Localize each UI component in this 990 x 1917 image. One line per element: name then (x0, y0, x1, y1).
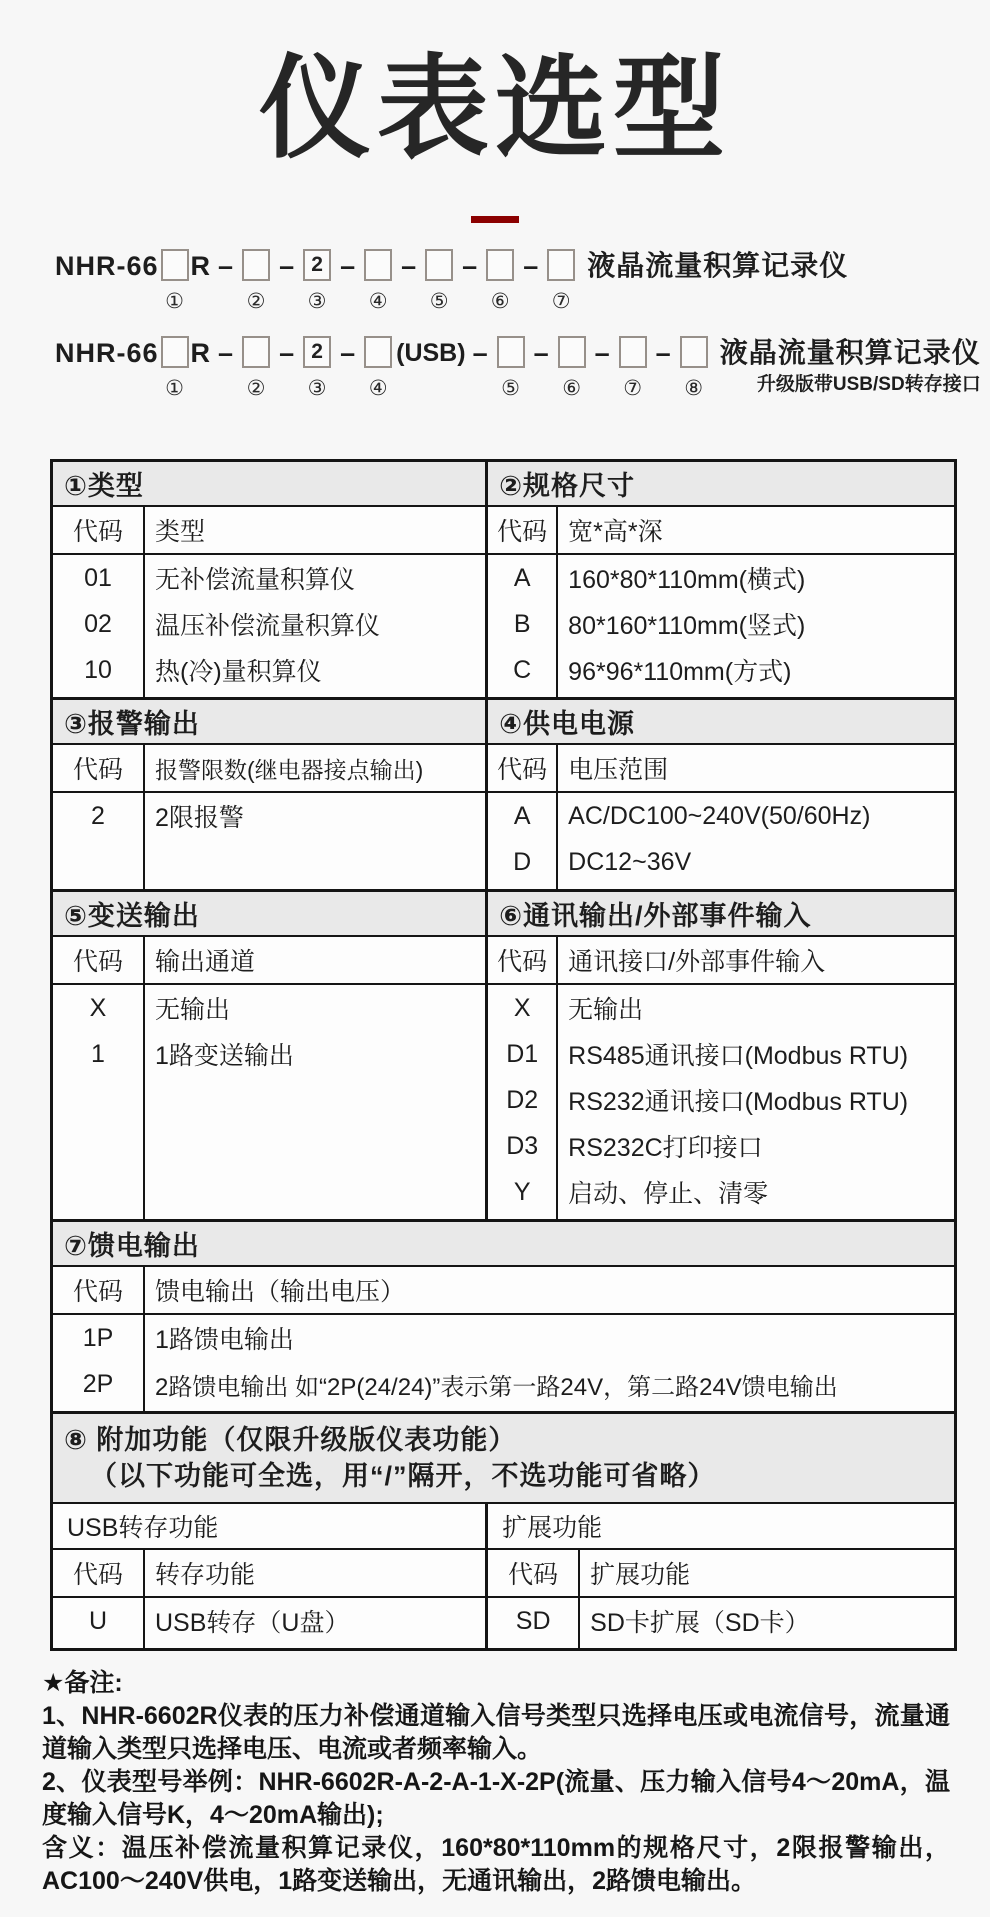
code-cell: X (488, 985, 558, 1031)
section-header (488, 745, 954, 793)
section-title: ⑥通讯输出/外部事件输入 (488, 892, 954, 937)
code-box (242, 249, 270, 281)
model-line-standard (55, 249, 990, 314)
page-title: 仪表选型 (259, 46, 731, 171)
code-cell: U (53, 1598, 145, 1644)
code-box (619, 336, 647, 368)
code-cell: 1 (53, 1031, 145, 1077)
note-line: 1、NHR-6602R仪表的压力补偿通道输入信号类型只选择电压或电流信号，流量通道输入类型只选择电压、电流或者频率输入。 (42, 1702, 950, 1763)
subsection-title: 扩展功能 (488, 1504, 954, 1550)
code-slot-3 (303, 249, 331, 314)
filler-row (53, 693, 485, 697)
code-slot-3 (303, 336, 331, 401)
notes-title: ★备注: (42, 1669, 123, 1697)
code-header-cell: 代码 (53, 937, 145, 983)
desc-cell: 2路馈电输出 如“2P(24/24)”表示第一路24V，第二路24V馈电输出 (155, 1373, 838, 1401)
code-box-fixed: 2 (303, 336, 331, 368)
model-letter-r: R (190, 251, 212, 281)
dash: – (340, 251, 356, 281)
section-body (53, 985, 485, 1219)
slot-label: ② (246, 290, 266, 313)
section-type (53, 462, 488, 697)
table-row (53, 601, 485, 647)
code-box (680, 336, 708, 368)
desc-header-cell: 转存功能 (155, 1561, 256, 1589)
notes-section (42, 1667, 950, 1898)
desc-header-cell: 电压范围 (568, 756, 669, 784)
code-box-fixed: 2 (303, 249, 331, 281)
desc-cell: 80*160*110mm(竖式) (568, 612, 806, 640)
filler-row (53, 1077, 485, 1219)
table-row (488, 1031, 954, 1077)
section-transmit-output (53, 892, 488, 1219)
selection-table (50, 459, 957, 1651)
table-row-sections-1-2 (53, 462, 954, 697)
filler-row (53, 839, 485, 889)
desc-cell (145, 1407, 954, 1411)
code-box (558, 336, 586, 368)
desc-header-cell: 扩展功能 (590, 1561, 691, 1589)
section-header (488, 1550, 954, 1598)
section-body (488, 985, 954, 1219)
section-body (488, 555, 954, 697)
table-row (53, 1315, 954, 1361)
dash: – (533, 338, 549, 368)
code-cell (53, 693, 145, 697)
model-product-name: 液晶流量积算记录仪 (587, 250, 849, 281)
section-header (53, 507, 485, 555)
dash: – (472, 338, 488, 368)
code-box (497, 336, 525, 368)
code-slot-8 (680, 336, 708, 401)
code-slot-6 (558, 336, 586, 401)
section-communication (488, 892, 954, 1219)
code-slot-7 (619, 336, 647, 401)
slot-label: ③ (307, 377, 327, 400)
slot-label: ⑧ (684, 377, 704, 400)
code-box (161, 336, 189, 368)
table-row (53, 793, 485, 839)
model-letter-r: R (190, 338, 212, 368)
table-row (53, 1598, 485, 1644)
usb-suffix-text: (USB) (396, 339, 466, 367)
dash: – (655, 338, 671, 368)
section-header (53, 745, 485, 793)
note-line: 含义：温压补偿流量积算记录仪，160*80*110mm的规格尺寸，2限报警输出，AC100～240V供电，1路变送输出，无通讯输出，2路馈电输出。 (42, 1834, 950, 1895)
title-divider (471, 216, 519, 223)
dash: – (218, 338, 234, 368)
slot-label: ⑦ (623, 377, 643, 400)
desc-cell: AC/DC100~240V(50/60Hz) (568, 801, 871, 830)
table-row (53, 555, 485, 601)
code-slot-4 (364, 336, 392, 401)
section-body (53, 793, 485, 889)
table-row-section-7 (53, 1219, 954, 1411)
desc-header-cell: 通讯接口/外部事件输入 (568, 948, 826, 976)
section-title-line-2: （以下功能可全选，用“/”隔开，不选功能可省略） (90, 1461, 716, 1491)
slot-label: ⑤ (501, 377, 520, 400)
usb-transfer-subsection (53, 1504, 488, 1648)
model-suffix-wrap (587, 249, 848, 283)
desc-header-cell: 报警限数(继电器接点输出) (155, 756, 424, 783)
code-cell: D (488, 839, 558, 885)
filler-row (488, 885, 954, 889)
filler-row (488, 1215, 954, 1219)
table-row (488, 985, 954, 1031)
section-title (53, 1414, 954, 1504)
upgrade-note: 升级版带USB/SD转存接口 (756, 374, 981, 395)
table-row (488, 1169, 954, 1215)
desc-header-cell: 输出通道 (155, 948, 256, 976)
section-body (53, 1315, 954, 1411)
section-body (488, 1598, 954, 1648)
code-cell: D2 (488, 1077, 558, 1123)
code-slot-1 (161, 336, 189, 401)
desc-cell (145, 839, 485, 889)
code-cell (53, 839, 145, 889)
code-header-cell: 代码 (488, 1550, 580, 1596)
table-row-sections-5-6 (53, 889, 954, 1219)
code-cell (488, 885, 558, 889)
table-row (53, 1031, 485, 1077)
slot-label: ④ (368, 290, 388, 313)
section-title: ⑦馈电输出 (53, 1222, 954, 1267)
desc-cell: USB转存（U盘） (155, 1609, 350, 1637)
desc-cell: 无补偿流量积算仪 (155, 566, 356, 594)
table-row (488, 555, 954, 601)
code-slot-1 (161, 249, 189, 314)
filler-row (488, 1644, 954, 1648)
code-header-cell: 代码 (488, 745, 558, 791)
section-power-supply (488, 700, 954, 889)
slot-label: ⑥ (562, 377, 582, 400)
section-header (488, 937, 954, 985)
desc-cell (145, 1644, 485, 1648)
desc-cell (580, 1644, 954, 1648)
code-box (364, 336, 392, 368)
code-header-cell: 代码 (53, 1267, 145, 1313)
section-body (53, 555, 485, 697)
code-header-cell: 代码 (488, 507, 558, 553)
table-row (488, 1598, 954, 1644)
code-slot-5 (497, 336, 525, 401)
code-cell: 1P (53, 1315, 145, 1361)
code-cell (488, 1215, 558, 1219)
filler-row (488, 693, 954, 697)
code-cell (53, 1644, 145, 1648)
desc-header-cell: 馈电输出（输出电压） (155, 1278, 406, 1306)
table-row (53, 647, 485, 693)
code-header-cell: 代码 (488, 937, 558, 983)
desc-cell: 1路馈电输出 (155, 1326, 294, 1354)
desc-cell (558, 1215, 954, 1219)
desc-cell: 温压补偿流量积算仪 (155, 612, 381, 640)
table-row (488, 601, 954, 647)
desc-cell: RS485通讯接口(Modbus RTU) (568, 1042, 909, 1070)
table-row (488, 793, 954, 839)
section-additional-functions (53, 1414, 954, 1648)
section-body (488, 793, 954, 889)
code-cell: A (488, 555, 558, 601)
desc-cell: 96*96*110mm(方式) (568, 658, 792, 686)
dash: – (279, 338, 295, 368)
slot-label: ② (246, 377, 266, 400)
table-row-sections-3-4 (53, 697, 954, 889)
code-cell: 10 (53, 647, 145, 693)
table-row (488, 839, 954, 885)
model-prefix: NHR-66 (55, 338, 159, 368)
code-cell: C (488, 647, 558, 693)
section-title: ②规格尺寸 (488, 462, 954, 507)
desc-cell (558, 885, 954, 889)
code-header-cell: 代码 (53, 1550, 145, 1596)
desc-cell: DC12~36V (568, 847, 692, 876)
slot-label: ③ (307, 290, 327, 313)
code-slot-7 (547, 249, 575, 314)
model-suffix-wrap (720, 336, 981, 397)
table-row (488, 647, 954, 693)
code-header-cell: 代码 (53, 507, 145, 553)
code-slot-2 (242, 336, 270, 401)
desc-header-cell: 宽*高*深 (568, 518, 663, 546)
code-cell: D3 (488, 1123, 558, 1169)
code-cell (53, 1407, 145, 1411)
desc-cell (145, 1077, 485, 1219)
dash: – (523, 251, 539, 281)
filler-row (53, 1407, 954, 1411)
slot-label: ④ (368, 377, 388, 400)
desc-cell: 启动、停止、清零 (568, 1180, 769, 1208)
desc-cell: RS232C打印接口 (568, 1134, 763, 1162)
slot-label: ① (165, 377, 184, 400)
desc-cell: 160*80*110mm(横式) (568, 566, 806, 594)
code-slot-6 (486, 249, 514, 314)
code-slot-5 (425, 249, 453, 314)
dash: – (462, 251, 478, 281)
code-box (547, 249, 575, 281)
section-title: ④供电电源 (488, 700, 954, 745)
code-cell: A (488, 793, 558, 839)
dash: – (279, 251, 295, 281)
code-cell: D1 (488, 1031, 558, 1077)
table-row (53, 1361, 954, 1407)
table-row-section-8 (53, 1411, 954, 1648)
desc-cell: 2限报警 (155, 804, 244, 832)
table-row (488, 1077, 954, 1123)
table-row (488, 1123, 954, 1169)
note-line: 2、仪表型号举例：NHR-6602R-A-2-A-1-X-2P(流量、压力输入信号4～20mA，温度输入信号K，4～20mA输出); (42, 1768, 950, 1829)
code-cell (488, 1644, 580, 1648)
section-8-columns (53, 1504, 954, 1648)
section-title: ③报警输出 (53, 700, 485, 745)
code-cell: Y (488, 1169, 558, 1215)
section-dimensions (488, 462, 954, 697)
dash: – (340, 338, 356, 368)
desc-cell: 无输出 (568, 996, 644, 1024)
code-box (242, 336, 270, 368)
code-box (486, 249, 514, 281)
model-code-area (55, 249, 990, 401)
desc-cell: 热(冷)量积算仪 (155, 658, 322, 686)
section-title-line-1: ⑧ 附加功能（仅限升级版仪表功能） (64, 1425, 517, 1455)
section-header (53, 937, 485, 985)
code-box (161, 249, 189, 281)
model-product-name: 液晶流量积算记录仪 (719, 337, 981, 368)
code-slot-2 (242, 249, 270, 314)
code-box (364, 249, 392, 281)
dash: – (594, 338, 610, 368)
code-slot-4 (364, 249, 392, 314)
code-cell: X (53, 985, 145, 1031)
desc-cell: 1路变送输出 (155, 1042, 294, 1070)
dash: – (401, 251, 417, 281)
code-cell: 2 (53, 793, 145, 839)
slot-label: ⑤ (429, 290, 449, 313)
dash: – (218, 251, 234, 281)
desc-cell (145, 693, 485, 697)
desc-cell (558, 693, 954, 697)
desc-header-cell: 类型 (155, 518, 206, 546)
code-cell: 2P (53, 1361, 145, 1407)
code-cell: 02 (53, 601, 145, 647)
desc-cell: SD卡扩展（SD卡） (590, 1609, 810, 1637)
slot-label: ⑦ (551, 290, 571, 313)
code-cell: SD (488, 1598, 580, 1644)
code-cell: 01 (53, 555, 145, 601)
section-header (53, 1267, 954, 1315)
section-body (53, 1598, 485, 1648)
code-cell: B (488, 601, 558, 647)
desc-cell: 无输出 (155, 996, 231, 1024)
filler-row (53, 1644, 485, 1648)
model-prefix: NHR-66 (55, 251, 159, 281)
section-header (488, 507, 954, 555)
code-cell (488, 693, 558, 697)
code-box (425, 249, 453, 281)
section-feed-power (53, 1222, 954, 1411)
slot-label: ① (165, 290, 184, 313)
slot-label: ⑥ (490, 290, 510, 313)
code-header-cell: 代码 (53, 745, 145, 791)
section-title: ⑤变送输出 (53, 892, 485, 937)
section-header (53, 1550, 485, 1598)
subsection-title: USB转存功能 (53, 1504, 485, 1550)
desc-cell: RS232通讯接口(Modbus RTU) (568, 1088, 909, 1116)
table-row (53, 985, 485, 1031)
section-title: ①类型 (53, 462, 485, 507)
section-alarm-output (53, 700, 488, 889)
model-line-upgraded (55, 336, 990, 401)
expansion-subsection (488, 1504, 954, 1648)
code-cell (53, 1077, 145, 1219)
